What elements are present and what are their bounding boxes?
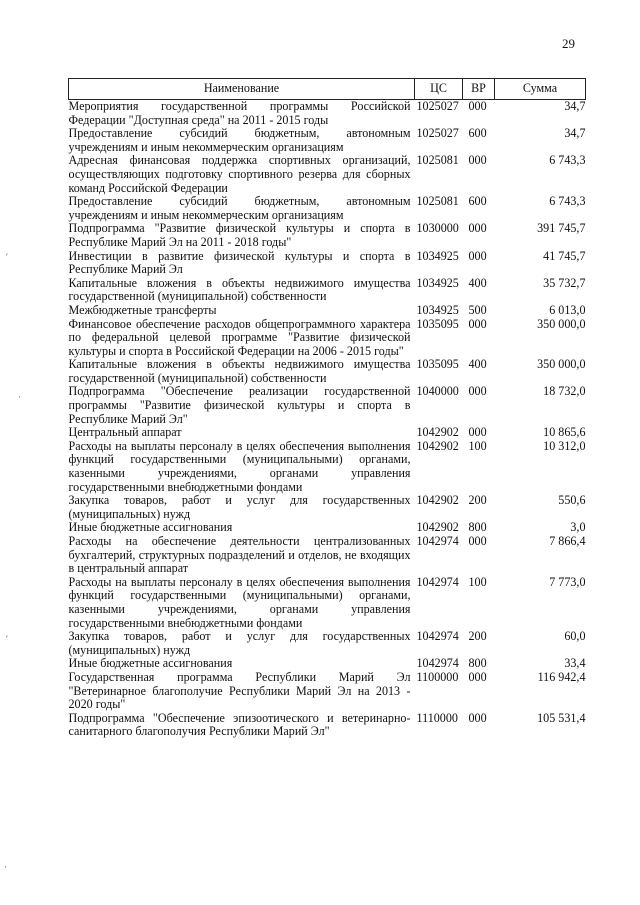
cell-sum: 10 865,6 xyxy=(543,425,586,440)
cell-sum: 7 866,4 xyxy=(549,534,586,548)
cell-sum: 33,4 xyxy=(564,656,586,671)
table-row xyxy=(69,250,586,277)
cell-cs: 1042974 xyxy=(416,534,459,548)
cell-name: Расходы на выплаты персоналу в целях обеспечения выполнения функций государственными (муниципальными) органами, казенными учреждениями, органами управления государственными внебюджетными фондами xyxy=(68,438,411,494)
page-number: 29 xyxy=(562,36,575,51)
cell-cs: 1025027 xyxy=(416,99,459,113)
cell-sum: 6 743,3 xyxy=(549,194,586,209)
table-row xyxy=(69,100,586,128)
cell-name: Подпрограмма "Обеспечение эпизоотического и ветеринарно-санитарного благополучия Республики Марий Эл" xyxy=(68,710,411,739)
cell-cs: 1025027 xyxy=(416,126,459,141)
cell-cs: 1110000 xyxy=(416,710,458,725)
cell-name: Закупка товаров, работ и услуг для государственных (муниципальных) нужд xyxy=(68,629,411,657)
cell-vr: 500 xyxy=(468,302,487,317)
cell-sum: 550,6 xyxy=(558,493,586,508)
cell-cs: 1042902 xyxy=(416,438,459,453)
table-row xyxy=(69,385,586,426)
cell-name: Иные бюджетные ассигнования xyxy=(68,656,233,671)
table-row xyxy=(69,494,586,521)
cell-vr: 800 xyxy=(468,656,487,671)
cell-name: Иные бюджетные ассигнования xyxy=(68,520,233,535)
table-row xyxy=(69,671,586,712)
table-header-row xyxy=(69,79,586,100)
cell-cs: 1040000 xyxy=(416,384,459,399)
cell-vr: 000 xyxy=(468,534,487,548)
table-row xyxy=(69,304,586,318)
cell-name: Капитальные вложения в объекты недвижимого имущества государственной (муниципальной) собственности xyxy=(68,357,411,385)
cell-name: Межбюджетные трансферты xyxy=(68,302,217,317)
cell-vr: 000 xyxy=(468,248,487,263)
cell-name: Инвестиции в развитие физической культуры и спорта в Республике Марий Эл xyxy=(68,248,411,277)
cell-vr: 400 xyxy=(468,275,487,290)
cell-vr: 200 xyxy=(468,629,487,644)
cell-sum: 350 000,0 xyxy=(537,357,586,372)
cell-cs: 1034925 xyxy=(416,275,459,290)
cell-name: Адресная финансовая поддержка спортивных организаций, осуществляющих подготовку спортивного резерва для сборных команд Российской Федерации xyxy=(68,153,411,195)
table-row xyxy=(69,426,586,440)
cell-vr: 000 xyxy=(468,153,487,168)
table-row xyxy=(69,576,586,630)
cell-name: Финансовое обеспечение расходов общепрограммного характера по федеральной целевой программе "Развитие физической культуры и спорта в Российской Федерации на 2006 - 2015 годы" xyxy=(68,316,411,358)
cell-sum: 350 000,0 xyxy=(537,316,586,331)
table-row xyxy=(69,277,586,304)
cell-sum: 6 013,0 xyxy=(549,302,586,317)
cell-cs: 1042902 xyxy=(416,493,459,508)
cell-cs: 1025081 xyxy=(416,153,459,168)
cell-cs: 1042974 xyxy=(416,574,459,589)
cell-sum: 105 531,4 xyxy=(537,710,586,725)
cell-cs: 1042974 xyxy=(416,629,459,644)
cell-name: Предоставление субсидий бюджетным, автономным учреждениям и иным некоммерческим организациям xyxy=(68,194,411,222)
cell-vr: 000 xyxy=(468,710,487,725)
cell-vr: 600 xyxy=(468,126,487,141)
cell-vr: 000 xyxy=(468,384,487,399)
margin-mark: ′ xyxy=(6,252,8,262)
table-row xyxy=(69,630,586,657)
cell-sum: 35 732,7 xyxy=(543,275,586,290)
cell-sum: 34,7 xyxy=(564,99,586,113)
margin-mark: · xyxy=(4,862,7,872)
cell-cs: 1035095 xyxy=(416,357,459,372)
table-row xyxy=(69,657,586,671)
table-row xyxy=(69,440,586,494)
cell-name: Расходы на выплаты персоналу в целях обеспечения выполнения функций государственными (муниципальными) органами, казенными учреждениями, органами управления государственными внебюджетными фондами xyxy=(68,574,411,630)
cell-name: Мероприятия государственной программы Российской Федерации "Доступная среда" на 2011 - 2015 годы xyxy=(68,99,411,127)
cell-vr: 000 xyxy=(468,425,487,440)
cell-cs: 1034925 xyxy=(416,302,459,317)
header-cs: ЦС xyxy=(415,79,463,100)
cell-sum: 3,0 xyxy=(570,520,586,535)
table-row xyxy=(69,195,586,222)
cell-vr: 600 xyxy=(468,194,487,209)
cell-vr: 800 xyxy=(468,520,487,535)
table-row xyxy=(69,222,586,249)
cell-name: Подпрограмма "Развитие физической культуры и спорта в Республике Марий Эл на 2011 - 2018 годы" xyxy=(68,221,411,249)
cell-name: Закупка товаров, работ и услуг для государственных (муниципальных) нужд xyxy=(68,493,411,521)
cell-vr: 100 xyxy=(468,574,487,589)
cell-cs: 1042902 xyxy=(416,520,459,535)
cell-name: Подпрограмма "Обеспечение реализации государственной программы "Развитие физической культуры и спорта в Республике Марий Эл" xyxy=(68,384,411,426)
cell-sum: 34,7 xyxy=(564,126,586,141)
cell-vr: 000 xyxy=(468,316,487,331)
table-body xyxy=(69,100,586,739)
cell-name: Центральный аппарат xyxy=(68,425,182,440)
table-row xyxy=(69,358,586,385)
header-sum: Сумма xyxy=(495,79,586,100)
cell-sum: 116 942,4 xyxy=(537,669,586,684)
cell-vr: 100 xyxy=(468,438,487,453)
cell-vr: 200 xyxy=(468,493,487,508)
cell-sum: 6 743,3 xyxy=(549,153,586,168)
table-row xyxy=(69,712,586,739)
cell-cs: 1042974 xyxy=(416,656,459,671)
cell-sum: 41 745,7 xyxy=(543,248,586,263)
cell-cs: 1035095 xyxy=(416,316,459,331)
cell-name: Капитальные вложения в объекты недвижимого имущества государственной (муниципальной) собственности xyxy=(68,275,411,304)
cell-vr: 000 xyxy=(468,669,487,684)
cell-cs: 1100000 xyxy=(416,669,459,684)
cell-cs: 1030000 xyxy=(416,221,459,236)
cell-cs: 1025081 xyxy=(416,194,459,209)
cell-sum: 10 312,0 xyxy=(543,438,586,453)
cell-vr: 400 xyxy=(468,357,487,372)
table-row xyxy=(69,535,586,576)
cell-sum: 7 773,0 xyxy=(549,574,586,589)
margin-mark: · xyxy=(18,392,21,402)
cell-vr: 000 xyxy=(468,221,487,236)
cell-sum: 60,0 xyxy=(564,629,586,644)
margin-mark: ′ xyxy=(6,634,8,644)
table-row xyxy=(69,154,586,195)
cell-vr: 000 xyxy=(468,99,487,113)
table-row xyxy=(69,318,586,359)
budget-table xyxy=(68,78,586,739)
table-row xyxy=(69,127,586,154)
header-name: Наименование xyxy=(69,79,415,100)
table-row xyxy=(69,521,586,535)
cell-sum: 18 732,0 xyxy=(543,384,586,399)
cell-cs: 1042902 xyxy=(416,425,459,440)
cell-name: Расходы на обеспечение деятельности централизованных бухгалтерий, структурных подразделений и отделов, не входящих в центральный аппарат xyxy=(68,534,411,576)
header-vr: ВР xyxy=(463,79,495,100)
cell-sum: 391 745,7 xyxy=(537,221,586,236)
cell-name: Предоставление субсидий бюджетным, автономным учреждениям и иным некоммерческим организациям xyxy=(68,126,411,154)
cell-cs: 1034925 xyxy=(416,248,459,263)
cell-name: Государственная программа Республики Марий Эл "Ветеринарное благополучие Республики Марий Эл на 2013 - 2020 годы" xyxy=(68,669,411,712)
